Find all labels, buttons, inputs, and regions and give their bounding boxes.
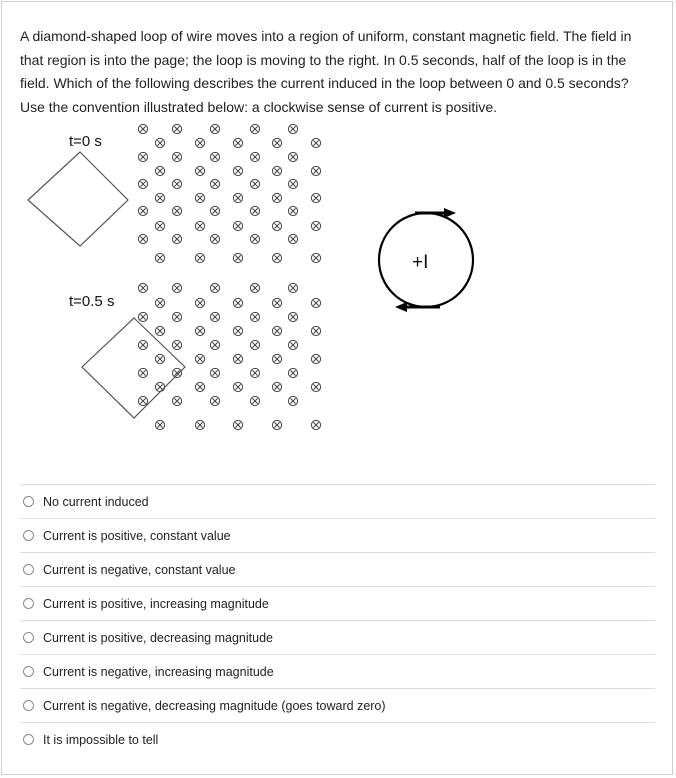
into-page-cross-icon bbox=[210, 396, 219, 405]
into-page-cross-icon bbox=[272, 354, 281, 363]
into-page-cross-icon bbox=[195, 298, 204, 307]
into-page-cross-icon bbox=[210, 124, 219, 133]
option-label: Current is negative, decreasing magnitude (goes toward zero) bbox=[43, 698, 386, 713]
into-page-cross-icon bbox=[172, 368, 181, 377]
into-page-cross-icon bbox=[138, 179, 147, 188]
option-label: Current is positive, decreasing magnitude bbox=[43, 630, 273, 645]
into-page-cross-icon bbox=[155, 326, 164, 335]
into-page-cross-icon bbox=[155, 253, 164, 262]
into-page-cross-icon bbox=[195, 138, 204, 147]
positive-current-label: +I bbox=[412, 252, 429, 273]
into-page-cross-icon bbox=[138, 124, 147, 133]
into-page-cross-icon bbox=[288, 234, 297, 243]
into-page-cross-icon bbox=[210, 312, 219, 321]
into-page-cross-icon bbox=[250, 368, 259, 377]
option-positive-decreasing[interactable] bbox=[20, 620, 655, 654]
into-page-cross-icon bbox=[288, 152, 297, 161]
question-text: A diamond-shaped loop of wire moves into a region of uniform, constant magnetic field. The field in that region is into the page; the loop is moving to the right. In 0.5 seconds, half of the loop is in the field. Which of the following describes the current induced in the loop between 0 and 0.5 seconds? Use the convention illustrated below: a clockwise sense of current is positive. bbox=[20, 28, 632, 115]
into-page-cross-icon bbox=[250, 340, 259, 349]
into-page-cross-icon bbox=[210, 179, 219, 188]
into-page-cross-icon bbox=[155, 354, 164, 363]
into-page-cross-icon bbox=[311, 326, 320, 335]
into-page-cross-icon bbox=[272, 166, 281, 175]
into-page-cross-icon bbox=[210, 206, 219, 215]
radio-button[interactable] bbox=[23, 496, 34, 507]
into-page-cross-icon bbox=[195, 326, 204, 335]
into-page-cross-icon bbox=[138, 152, 147, 161]
into-page-cross-icon bbox=[210, 152, 219, 161]
option-label: It is impossible to tell bbox=[43, 732, 159, 747]
option-negative-constant[interactable] bbox=[20, 552, 655, 586]
into-page-cross-icon bbox=[272, 221, 281, 230]
into-page-cross-icon bbox=[195, 253, 204, 262]
into-page-cross-icon bbox=[272, 193, 281, 202]
into-page-cross-icon bbox=[155, 193, 164, 202]
into-page-cross-icon bbox=[272, 420, 281, 429]
into-page-cross-icon bbox=[195, 221, 204, 230]
magnetic-field-region bbox=[138, 124, 320, 429]
into-page-cross-icon bbox=[233, 193, 242, 202]
into-page-cross-icon bbox=[272, 298, 281, 307]
option-negative-decreasing[interactable] bbox=[20, 688, 655, 722]
into-page-cross-icon bbox=[288, 206, 297, 215]
into-page-cross-icon bbox=[210, 283, 219, 292]
diamond-loop-t0 bbox=[28, 152, 128, 246]
into-page-cross-icon bbox=[155, 382, 164, 391]
into-page-cross-icon bbox=[138, 368, 147, 377]
answer-options bbox=[20, 484, 655, 756]
into-page-cross-icon bbox=[172, 206, 181, 215]
into-page-cross-icon bbox=[288, 312, 297, 321]
option-negative-increasing[interactable] bbox=[20, 654, 655, 688]
diamond-loop-t05 bbox=[82, 318, 185, 418]
into-page-cross-icon bbox=[138, 312, 147, 321]
into-page-cross-icon bbox=[233, 138, 242, 147]
option-label: Current is positive, constant value bbox=[43, 528, 231, 543]
option-positive-constant[interactable] bbox=[20, 518, 655, 552]
into-page-cross-icon bbox=[233, 420, 242, 429]
into-page-cross-icon bbox=[138, 340, 147, 349]
into-page-cross-icon bbox=[250, 206, 259, 215]
into-page-cross-icon bbox=[233, 354, 242, 363]
into-page-cross-icon bbox=[195, 420, 204, 429]
into-page-cross-icon bbox=[272, 253, 281, 262]
positive-current-convention bbox=[379, 208, 473, 312]
into-page-cross-icon bbox=[288, 396, 297, 405]
into-page-cross-icon bbox=[233, 221, 242, 230]
radio-button[interactable] bbox=[23, 700, 34, 711]
radio-button[interactable] bbox=[23, 734, 34, 745]
into-page-cross-icon bbox=[233, 326, 242, 335]
into-page-cross-icon bbox=[233, 298, 242, 307]
into-page-cross-icon bbox=[233, 253, 242, 262]
radio-button[interactable] bbox=[23, 598, 34, 609]
option-label: Current is negative, increasing magnitude bbox=[43, 664, 274, 679]
into-page-cross-icon bbox=[172, 179, 181, 188]
into-page-cross-icon bbox=[250, 234, 259, 243]
into-page-cross-icon bbox=[272, 382, 281, 391]
into-page-cross-icon bbox=[311, 138, 320, 147]
into-page-cross-icon bbox=[155, 298, 164, 307]
into-page-cross-icon bbox=[172, 283, 181, 292]
into-page-cross-icon bbox=[155, 166, 164, 175]
into-page-cross-icon bbox=[272, 326, 281, 335]
into-page-cross-icon bbox=[155, 420, 164, 429]
into-page-cross-icon bbox=[250, 312, 259, 321]
into-page-cross-icon bbox=[172, 124, 181, 133]
into-page-cross-icon bbox=[155, 138, 164, 147]
into-page-cross-icon bbox=[288, 368, 297, 377]
into-page-cross-icon bbox=[250, 283, 259, 292]
radio-button[interactable] bbox=[23, 530, 34, 541]
into-page-cross-icon bbox=[210, 340, 219, 349]
option-impossible[interactable] bbox=[20, 722, 655, 756]
into-page-cross-icon bbox=[233, 166, 242, 175]
into-page-cross-icon bbox=[138, 283, 147, 292]
into-page-cross-icon bbox=[311, 166, 320, 175]
into-page-cross-icon bbox=[250, 396, 259, 405]
into-page-cross-icon bbox=[195, 382, 204, 391]
into-page-cross-icon bbox=[210, 368, 219, 377]
radio-button[interactable] bbox=[23, 666, 34, 677]
into-page-cross-icon bbox=[172, 396, 181, 405]
time-label-t05: t=0.5 s bbox=[69, 293, 115, 310]
into-page-cross-icon bbox=[172, 312, 181, 321]
radio-button[interactable] bbox=[23, 632, 34, 643]
into-page-cross-icon bbox=[250, 124, 259, 133]
into-page-cross-icon bbox=[210, 234, 219, 243]
into-page-cross-icon bbox=[195, 193, 204, 202]
into-page-cross-icon bbox=[311, 420, 320, 429]
into-page-cross-icon bbox=[172, 340, 181, 349]
option-no-current[interactable] bbox=[20, 484, 655, 518]
into-page-cross-icon bbox=[311, 253, 320, 262]
into-page-cross-icon bbox=[138, 396, 147, 405]
into-page-cross-icon bbox=[311, 382, 320, 391]
option-label: Current is negative, constant value bbox=[43, 562, 236, 577]
into-page-cross-icon bbox=[172, 234, 181, 243]
into-page-cross-icon bbox=[155, 221, 164, 230]
into-page-cross-icon bbox=[138, 234, 147, 243]
into-page-cross-icon bbox=[311, 193, 320, 202]
into-page-cross-icon bbox=[195, 166, 204, 175]
into-page-cross-icon bbox=[288, 340, 297, 349]
into-page-cross-icon bbox=[250, 152, 259, 161]
into-page-cross-icon bbox=[250, 179, 259, 188]
into-page-cross-icon bbox=[272, 138, 281, 147]
into-page-cross-icon bbox=[311, 221, 320, 230]
into-page-cross-icon bbox=[288, 124, 297, 133]
into-page-cross-icon bbox=[288, 283, 297, 292]
into-page-cross-icon bbox=[311, 354, 320, 363]
time-label-t0: t=0 s bbox=[69, 133, 102, 150]
into-page-cross-icon bbox=[172, 152, 181, 161]
option-label: Current is positive, increasing magnitude bbox=[43, 596, 269, 611]
into-page-cross-icon bbox=[233, 382, 242, 391]
radio-button[interactable] bbox=[23, 564, 34, 575]
option-positive-increasing[interactable] bbox=[20, 586, 655, 620]
into-page-cross-icon bbox=[195, 354, 204, 363]
into-page-cross-icon bbox=[138, 206, 147, 215]
into-page-cross-icon bbox=[288, 179, 297, 188]
into-page-cross-icon bbox=[311, 298, 320, 307]
option-label: No current induced bbox=[43, 494, 149, 509]
